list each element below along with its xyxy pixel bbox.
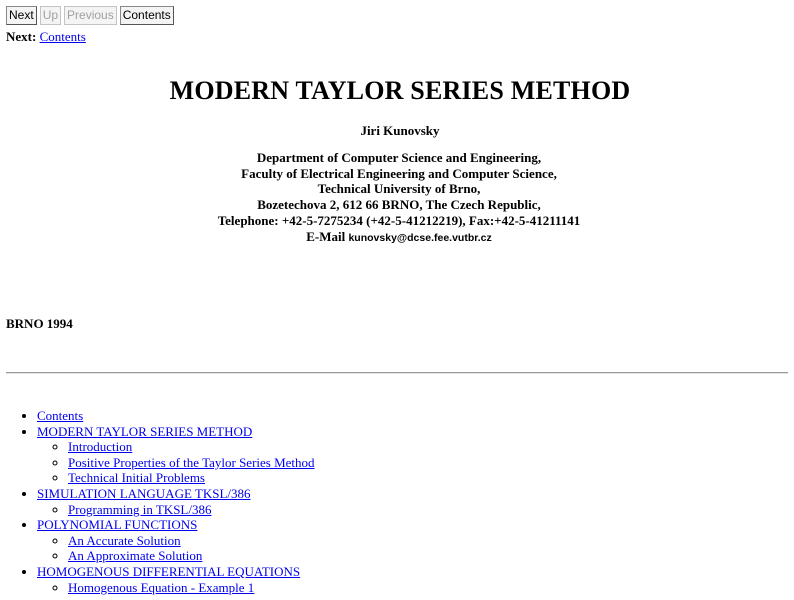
toc-item-contents	[37, 408, 315, 424]
faculty-line: Faculty of Electrical Engineering and Computer Science,	[241, 165, 557, 181]
toc-item-section-3	[37, 517, 315, 564]
toc-sublist-section-3	[37, 533, 315, 564]
toc-subitem	[68, 548, 315, 564]
horizontal-divider	[6, 372, 788, 374]
document-title: MODERN TAYLOR SERIES METHOD	[169, 76, 631, 105]
next-button[interactable]: Next	[6, 6, 37, 25]
toc-link-contents[interactable]: Contents	[37, 408, 84, 423]
toc-link-programming-in-tksl[interactable]: Programming in TKSL/386	[68, 501, 212, 517]
toc-link-introduction[interactable]: Introduction	[68, 439, 133, 455]
toc-subitem	[68, 455, 315, 471]
street-line: Bozetechova 2, 612 66 BRNO, The Czech Republic,	[257, 197, 541, 213]
toc-item-section-1	[37, 424, 315, 486]
email-label: E-Mail	[306, 228, 346, 244]
toc-subitem	[68, 470, 315, 486]
toc-link-polynomial-functions[interactable]: POLYNOMIAL FUNCTIONS	[37, 517, 198, 533]
email-address: kunovsky@dcse.fee.vutbr.cz	[348, 231, 492, 244]
next-link-line	[6, 29, 86, 45]
toc-sublist-section-1	[37, 439, 315, 486]
navigation-bar	[6, 6, 174, 25]
toc-link-modern-taylor-series-method[interactable]: MODERN TAYLOR SERIES METHOD	[37, 423, 253, 439]
toc-link-simulation-language[interactable]: SIMULATION LANGUAGE TKSL/386	[37, 485, 251, 501]
up-button: Up	[40, 6, 61, 25]
table-of-contents	[0, 408, 315, 595]
telephone-line: Telephone: +42-5-7275234 (+42-5-41212219), Fax:+42-5-41211141	[217, 212, 581, 228]
toc-link-approximate-solution[interactable]: An Approximate Solution	[68, 548, 203, 564]
toc-item-section-4	[37, 564, 315, 595]
next-contents-link[interactable]: Contents	[39, 29, 86, 44]
place-year: BRNO 1994	[6, 316, 73, 331]
author-address	[0, 150, 794, 246]
toc-link-positive-properties[interactable]: Positive Properties of the Taylor Series Method	[68, 454, 315, 470]
toc-subitem	[68, 533, 315, 549]
toc-link-accurate-solution[interactable]: An Accurate Solution	[68, 532, 181, 548]
university-line: Technical University of Brno,	[317, 181, 481, 197]
toc-link-homogenous-differential-equations[interactable]: HOMOGENOUS DIFFERENTIAL EQUATIONS	[37, 563, 301, 579]
previous-button: Previous	[64, 6, 117, 25]
toc-link-technical-initial-problems[interactable]: Technical Initial Problems	[68, 470, 205, 486]
toc-subitem	[68, 580, 315, 596]
department-line: Department of Computer Science and Engineering,	[256, 150, 542, 165]
toc-item-section-2	[37, 486, 315, 517]
toc-link-homogenous-equation-example-1[interactable]: Homogenous Equation - Example 1	[68, 579, 255, 595]
toc-subitem	[68, 439, 315, 455]
toc-sublist-section-2	[37, 502, 315, 518]
toc-subitem	[68, 502, 315, 518]
email-line	[0, 229, 794, 247]
author-name: Jiri Kunovsky	[360, 123, 440, 138]
toc-sublist-section-4	[37, 580, 315, 596]
next-prefix: Next:	[6, 29, 37, 44]
contents-button[interactable]: Contents	[120, 6, 174, 25]
